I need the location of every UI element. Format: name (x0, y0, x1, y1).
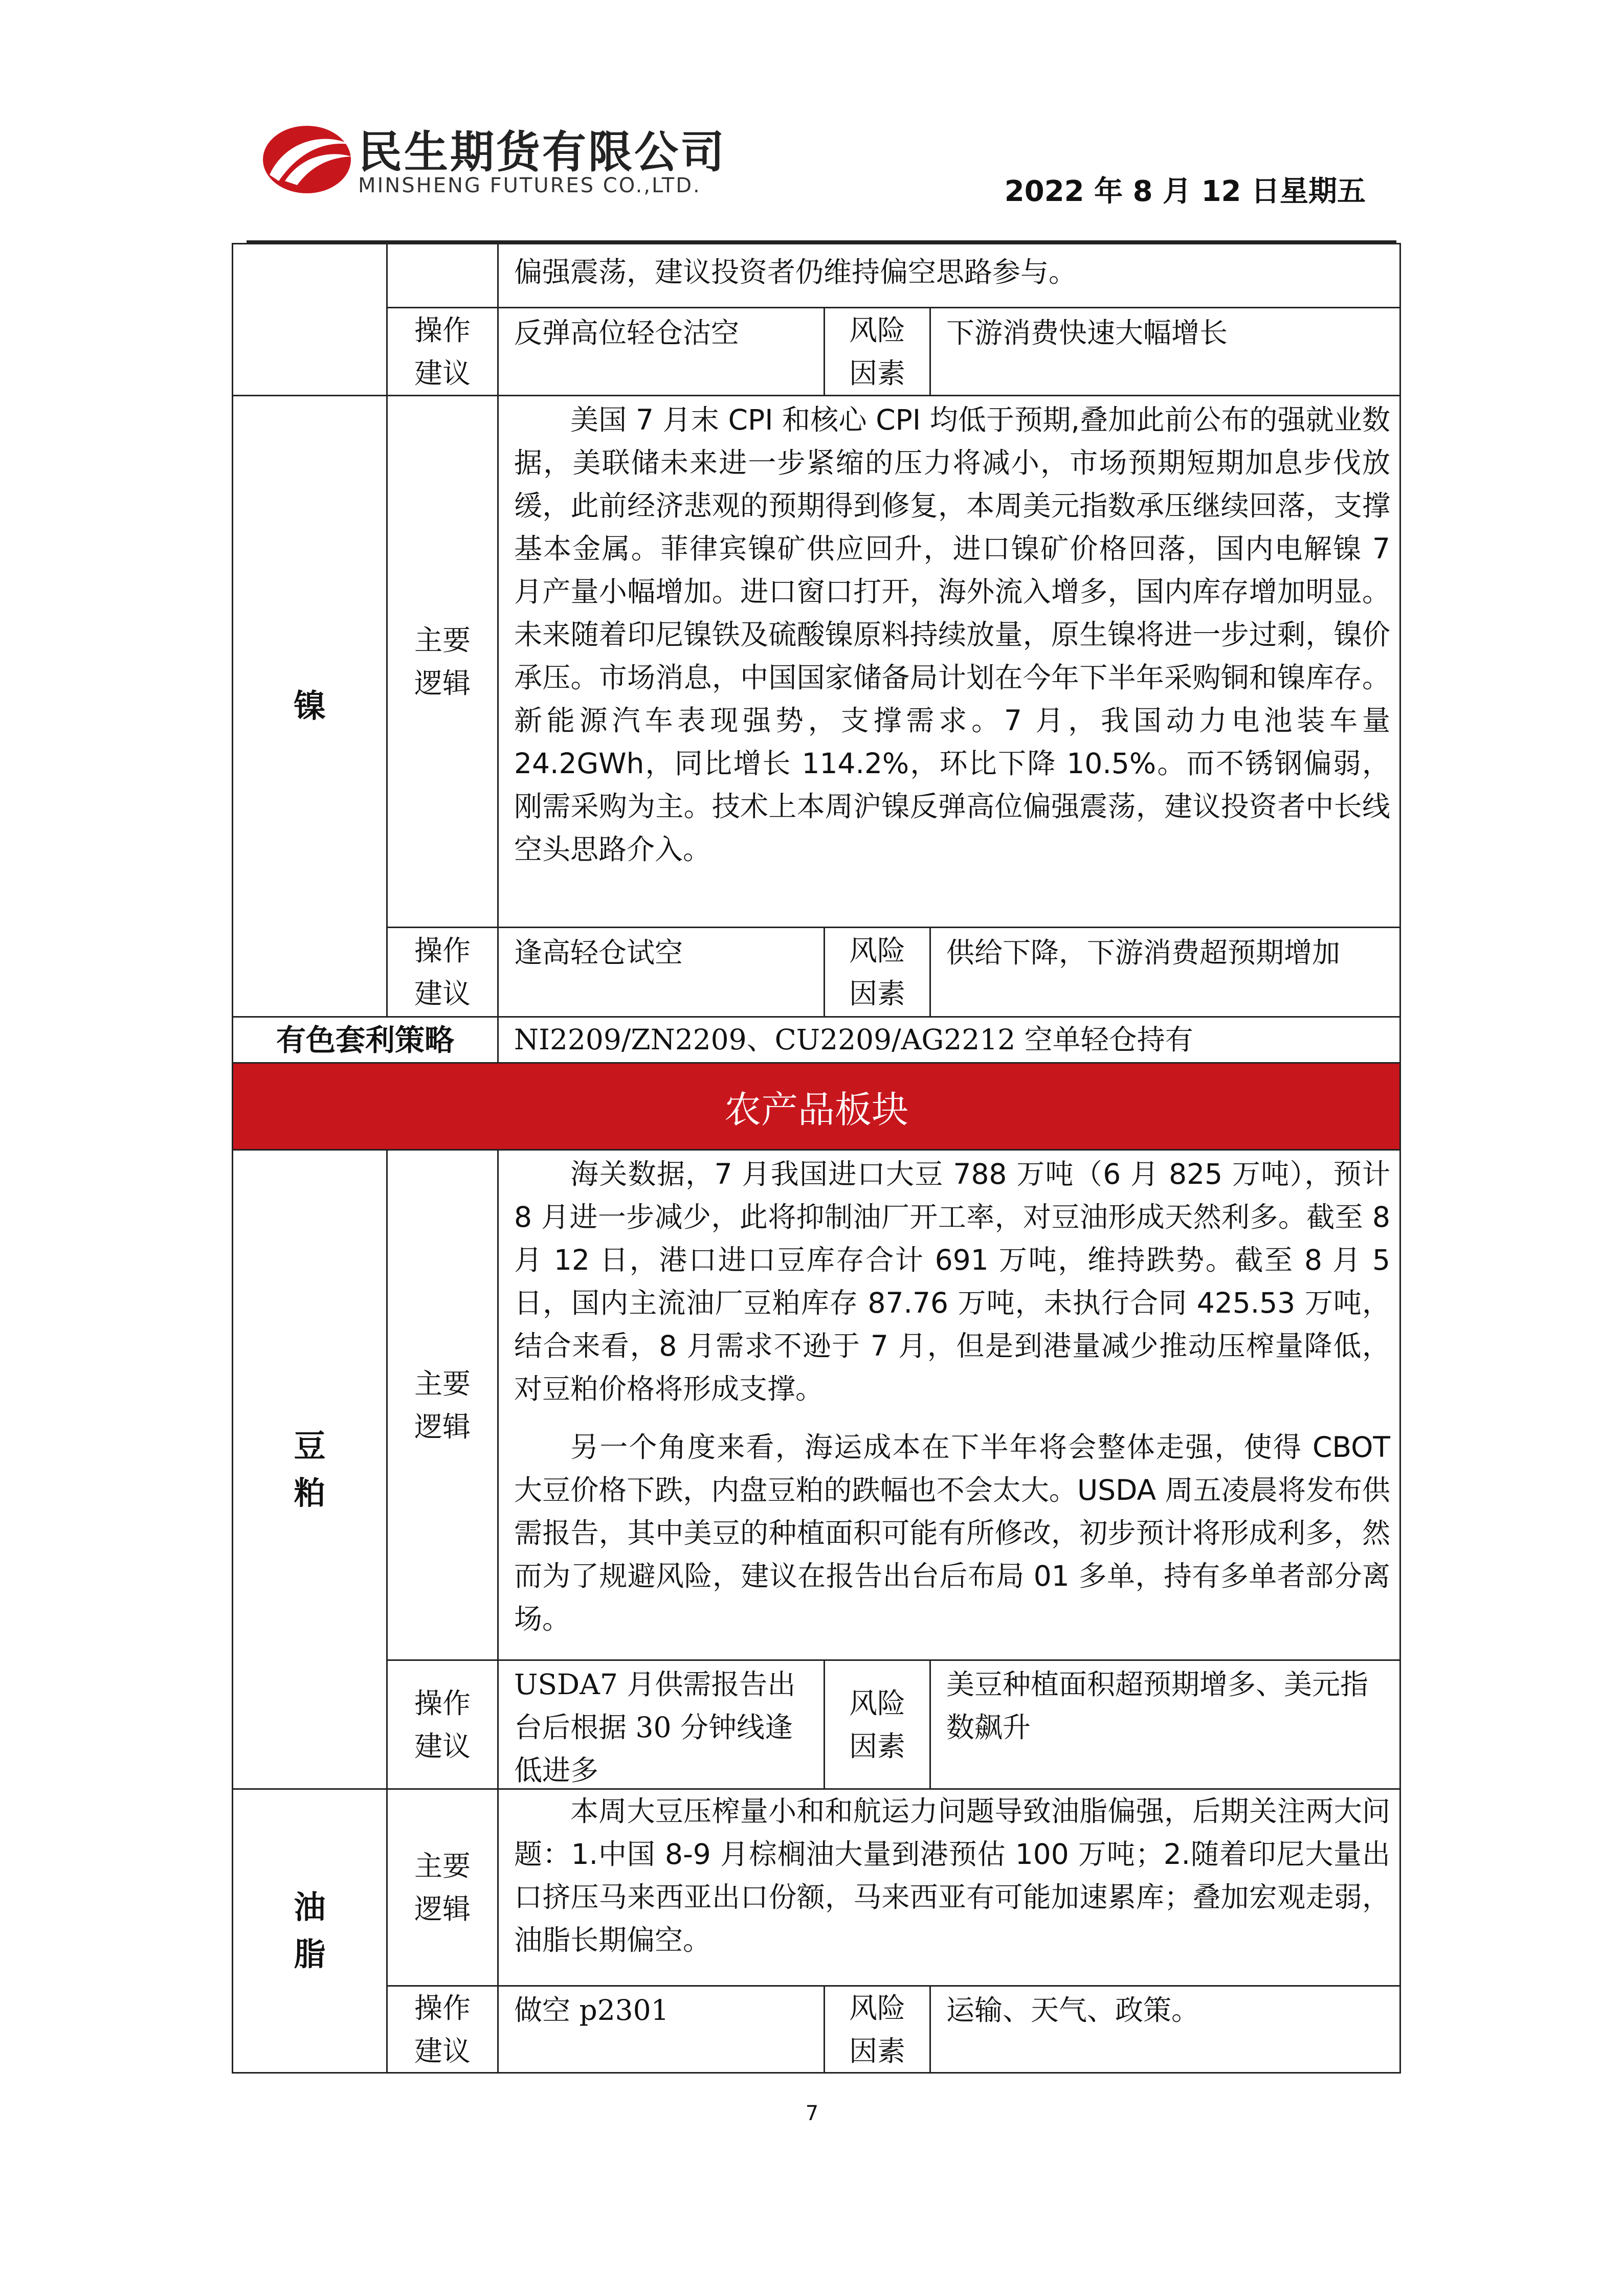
category-nickel (233, 396, 386, 1016)
op-label-nickel (388, 928, 497, 1016)
logic-text-soymeal-p1: 海关数据，7 月我国进口大豆 788 万吨（6 月 825 万吨），预计 8 月进一步减少，此将抑制油厂开工率，对豆油形成天然利多。截至 8 月 12 日，港口进口豆库存合计 691 万吨，维持跌势。截至 8 月 5 日，国内主流油厂豆粕库存 87.76 万吨，未执行合同 425.53 万吨，结合来看，8 月需求不逊于 7 月，但是到港量减少推动压榨量降低，对豆粕价格将形成支撑。 (514, 1158, 1390, 1405)
category-oils-label: 油脂 (294, 1888, 326, 1973)
risk-text-soymeal (931, 1661, 1399, 1788)
minsheng-swoosh-logo-icon (258, 118, 355, 199)
risk-text-oils (931, 1987, 1399, 2072)
risk-text-top-content: 下游消费快速大幅增长 (946, 317, 1228, 349)
risk-text-soymeal-content: 美豆种植面积超预期增多、美元指数飙升 (946, 1668, 1369, 1744)
op-text-nickel (499, 928, 824, 1016)
company-name-cn: 民生期货有限公司 (358, 127, 726, 178)
risk-label-top (825, 308, 929, 395)
risk-label-soymeal-text: 风险因素 (849, 1686, 905, 1763)
category-nickel-label: 镍 (294, 687, 326, 725)
logic-label-nickel (388, 396, 497, 927)
op-text-oils (499, 1987, 824, 2072)
op-text-top (499, 308, 824, 395)
arbitrage-text-content: NI2209/ZN2209、CU2209/AG2212 空单轻仓持有 (514, 1023, 1193, 1056)
risk-label-nickel-text: 风险因素 (849, 934, 905, 1010)
report-date: 2022 年 8 月 12 日星期五 (1004, 175, 1366, 208)
risk-label-oils (825, 1987, 929, 2072)
op-text-oils-content: 做空 p2301 (514, 1994, 669, 2027)
op-text-soymeal (499, 1661, 824, 1788)
logic-label-oils (388, 1790, 497, 1985)
risk-label-oils-text: 风险因素 (849, 1991, 905, 2067)
op-label-top (388, 308, 497, 395)
op-text-soymeal-content: USDA7 月供需报告出台后根据 30 分钟线逢低进多 (514, 1668, 796, 1787)
company-name-en: MINSHENG FUTURES CO.,LTD. (358, 174, 701, 197)
logic-text-nickel-p1: 美国 7 月末 CPI 和核心 CPI 均低于预期,叠加此前公布的强就业数据，美联储未来进一步紧缩的压力将减小，市场预期短期加息步伐放缓，此前经济悲观的预期得到修复，本周美元指数承压继续回落，支撑基本金属。菲律宾镍矿供应回升，进口镍矿价格回落，国内电解镍 7 月产量小幅增加。进口窗口打开，海外流入增多，国内库存增加明显。未来随着印尼镍铁及硫酸镍原料持续放量，原生镍将进一步过剩，镍价承压。市场消息，中国国家储备局计划在今年下半年采购铜和镍库存。新能源汽车表现强势，支撑需求。7 月，我国动力电池装车量 24.2GWh，同比增长 114.2%，环比下降 10.5%。而不锈钢偏弱，刚需采购为主。技术上本周沪镍反弹高位偏强震荡，建议投资者中长线空头思路介入。 (514, 403, 1390, 866)
arbitrage-label-text: 有色套利策略 (276, 1022, 454, 1057)
logic-label-soymeal (388, 1151, 497, 1659)
category-oils (233, 1790, 386, 2072)
risk-label-top-text: 风险因素 (849, 313, 905, 390)
risk-label-nickel (825, 928, 929, 1016)
logic-text-soymeal (499, 1151, 1399, 1659)
logic-text-soymeal-p2: 另一个角度来看，海运成本在下半年将会整体走强，使得 CBOT 大豆价格下跌，内盘豆粕的跌幅也不会太大。USDA 周五凌晨将发布供需报告，其中美豆的种植面积可能有所修改，初步预计将形成利多，然而为了规避风险，建议在报告出台后布局 01 多单，持有多单者部分离场。 (514, 1431, 1390, 1635)
section-title-agri-text: 农产品板块 (724, 1088, 908, 1131)
logic-text-oils-p1: 本周大豆压榨量小和和航运力问题导致油脂偏强，后期关注两大问题：1.中国 8-9 月棕榈油大量到港预估 100 万吨；2.随着印尼大量出口挤压马来西亚出口份额，马来西亚有可能加速累库；叠加宏观走弱，油脂长期偏空。 (514, 1795, 1390, 1956)
logic-label-oils-text: 主要逻辑 (414, 1850, 471, 1925)
logic-text-oils (499, 1790, 1399, 1985)
op-label-oils-text: 操作建议 (414, 1991, 471, 2067)
continuation-text (499, 244, 1399, 307)
op-label-soymeal-text: 操作建议 (414, 1686, 471, 1763)
op-label-top-text: 操作建议 (414, 313, 471, 390)
op-label-oils (388, 1987, 497, 2072)
op-label-soymeal (388, 1661, 497, 1788)
risk-text-top (931, 308, 1399, 395)
risk-text-nickel-content: 供给下降，下游消费超预期增加 (946, 936, 1341, 969)
continuation-text-content: 偏强震荡，建议投资者仍维持偏空思路参与。 (514, 256, 1077, 288)
arbitrage-text (499, 1018, 1399, 1062)
logic-label-nickel-text: 主要逻辑 (414, 623, 471, 700)
risk-text-nickel (931, 928, 1399, 1016)
section-title-agri (233, 1064, 1399, 1149)
op-text-top-content: 反弹高位轻仓沽空 (514, 317, 740, 349)
logic-label-soymeal-text: 主要逻辑 (414, 1367, 471, 1443)
risk-label-soymeal (825, 1661, 929, 1788)
logic-text-nickel (499, 396, 1399, 927)
category-soymeal (233, 1151, 386, 1788)
category-soymeal-label: 豆粕 (294, 1427, 326, 1512)
op-text-nickel-content: 逢高轻仓试空 (514, 936, 683, 969)
page-number: 7 (805, 2102, 819, 2125)
risk-text-oils-content: 运输、天气、政策。 (946, 1994, 1200, 2027)
arbitrage-label (233, 1018, 497, 1062)
op-label-nickel-text: 操作建议 (414, 934, 471, 1010)
